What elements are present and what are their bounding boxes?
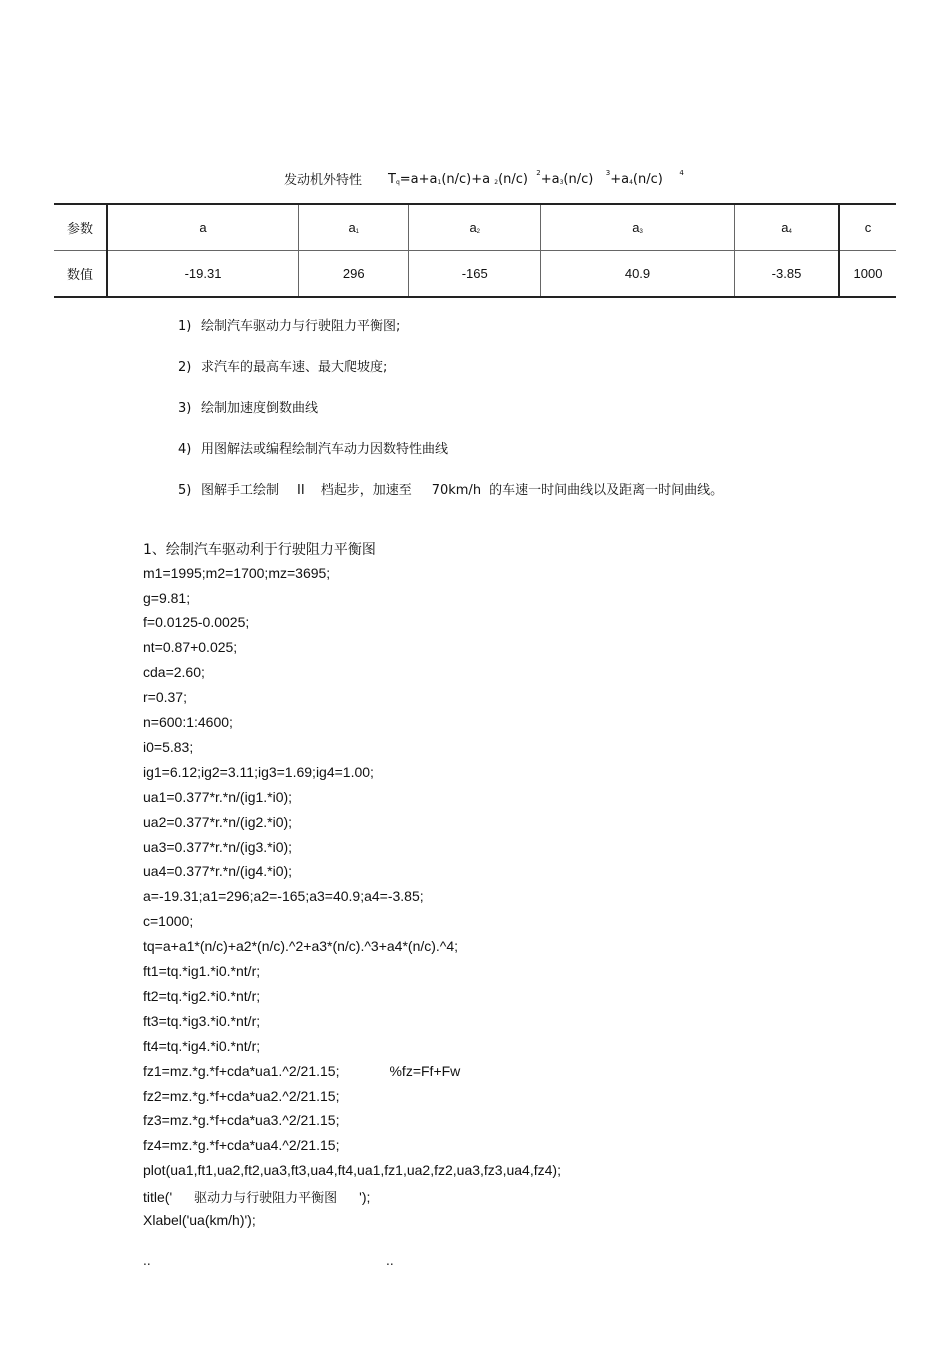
task-text: 绘制汽车驱动力与行驶阻力平衡图; [201,319,401,334]
task-item [178,315,400,334]
formula-part: (n/c) [632,172,663,187]
formula-part: (n/c) [563,172,594,187]
code-line: ft1=tq.*ig1.*i0.*nt/r; [143,963,261,979]
task-text: 档起步，加速至 [320,483,412,498]
table-header-row [54,204,896,251]
code-line [143,1063,460,1079]
formula-sub: 3 [559,179,564,186]
formula-part: +a [540,172,560,187]
code-line: ft4=tq.*ig4.*i0.*nt/r; [143,1038,261,1054]
table-cell-param-label: 参数 [54,204,107,251]
task-text-gear: II [297,483,305,498]
footer-dots-left: .. [143,1254,151,1268]
task-number: 4) [178,442,192,457]
cell-sub: 3 [639,229,643,235]
cell-sub: 4 [788,229,792,235]
cell-text: a [781,220,789,235]
code-text: '); [359,1189,371,1205]
formula-sub: 2 [494,179,499,186]
formula-sub: 4 [629,179,633,186]
torque-formula [388,169,684,187]
formula-sup: 3 [605,169,611,177]
code-title-text: 驱动力与行驶阻力平衡图 [194,1191,338,1206]
code-line: cda=2.60; [143,664,205,680]
table-header-a1 [299,204,409,251]
code-line: f=0.0125-0.0025; [143,614,250,630]
code-text: fz1=mz.*g.*f+cda*ua1.^2/21.15; [143,1063,340,1079]
table-cell-c: 1000 [839,251,896,298]
table-header-a4 [735,204,840,251]
code-line [143,1187,370,1206]
formula-part: (n/c) [498,172,528,187]
code-line: nt=0.87+0.025; [143,639,238,655]
task-number: 2) [178,360,192,375]
table-value-row [54,251,896,298]
code-line: ua3=0.377*r.*n/(ig3.*i0); [143,839,293,855]
cell-sub: 2 [476,229,481,235]
task-item [178,438,448,457]
table-header-c [839,204,896,251]
task-text: 绘制加速度倒数曲线 [201,401,319,416]
formula-part: =a+a [399,172,438,187]
code-line: r=0.37; [143,689,187,705]
cell-sub: 1 [355,229,360,235]
code-line: plot(ua1,ft1,ua2,ft2,ua3,ft3,ua4,ft4,ua1,fz1,ua2,fz2,ua3,fz3,ua4,fz4); [143,1162,561,1178]
table-cell-a: -19.31 [107,251,299,298]
table-cell-a3: 40.9 [541,251,735,298]
code-line: fz3=mz.*g.*f+cda*ua3.^2/21.15; [143,1112,340,1128]
task-number: 3) [178,401,192,416]
table-cell-a4: -3.85 [735,251,840,298]
code-line: m1=1995;m2=1700;mz=3695; [143,565,331,581]
code-line: ft2=tq.*ig2.*i0.*nt/r; [143,988,261,1004]
task-text: 求汽车的最高车速、最大爬坡度; [201,360,388,375]
formula-sub: q [395,179,400,186]
formula-part: T [388,172,396,187]
code-line: n=600:1:4600; [143,714,233,730]
code-line: fz2=mz.*g.*f+cda*ua2.^2/21.15; [143,1088,340,1104]
code-line: ua1=0.377*r.*n/(ig1.*i0); [143,789,293,805]
code-line: fz4=mz.*g.*f+cda*ua4.^2/21.15; [143,1137,340,1153]
code-text: title(' [143,1189,173,1205]
table-cell-a2: -165 [409,251,541,298]
task-number: 1) [178,319,192,334]
cell-text: c [864,220,872,235]
cell-text: a [199,220,207,235]
code-line: ua2=0.377*r.*n/(ig2.*i0); [143,814,293,830]
formula-title-label: 发动机外特性 [284,173,363,188]
cell-text: a [469,220,477,235]
task-item [178,479,723,498]
table-header-a3 [541,204,735,251]
task-text: 用图解法或编程绘制汽车动力因数特性曲线 [201,442,449,457]
cell-text: a [348,220,356,235]
code-line: g=9.81; [143,590,191,606]
code-line: c=1000; [143,913,194,929]
formula-part: +a [610,172,630,187]
table-header-a [107,204,299,251]
code-line: tq=a+a1*(n/c)+a2*(n/c).^2+a3*(n/c).^3+a4*(n/c).^4; [143,938,459,954]
task-number: 5) [178,483,192,498]
footer-dots-right: .. [386,1254,394,1268]
code-comment: %fz=Ff+Fw [389,1063,461,1079]
code-line: Xlabel('ua(km/h)'); [143,1212,256,1228]
table-cell-a1: 296 [299,251,409,298]
formula-sup: 2 [536,169,541,177]
table-cell-value-label: 数值 [54,251,107,298]
code-line: ig1=6.12;ig2=3.11;ig3=1.69;ig4=1.00; [143,764,374,780]
table-header-a2 [409,204,541,251]
code-line: ft3=tq.*ig3.*i0.*nt/r; [143,1013,261,1029]
formula-part: (n/c)+a [441,172,491,187]
formula-sup: 4 [679,169,684,177]
code-line: i0=5.83; [143,739,194,755]
task-item [178,397,318,416]
task-text: 的车速一时间曲线以及距离一时间曲线。 [489,483,724,498]
task-text: 图解手工绘制 [201,483,280,498]
section-heading: 1、绘制汽车驱动利于行驶阻力平衡图 [143,542,376,558]
task-item [178,356,387,375]
formula-sub: 1 [437,179,442,186]
cell-text: a [632,220,640,235]
parameter-table [54,203,896,298]
code-line: ua4=0.377*r.*n/(ig4.*i0); [143,863,293,879]
task-text-speed: 70km/h [431,483,482,498]
code-line: a=-19.31;a1=296;a2=-165;a3=40.9;a4=-3.85; [143,888,424,904]
